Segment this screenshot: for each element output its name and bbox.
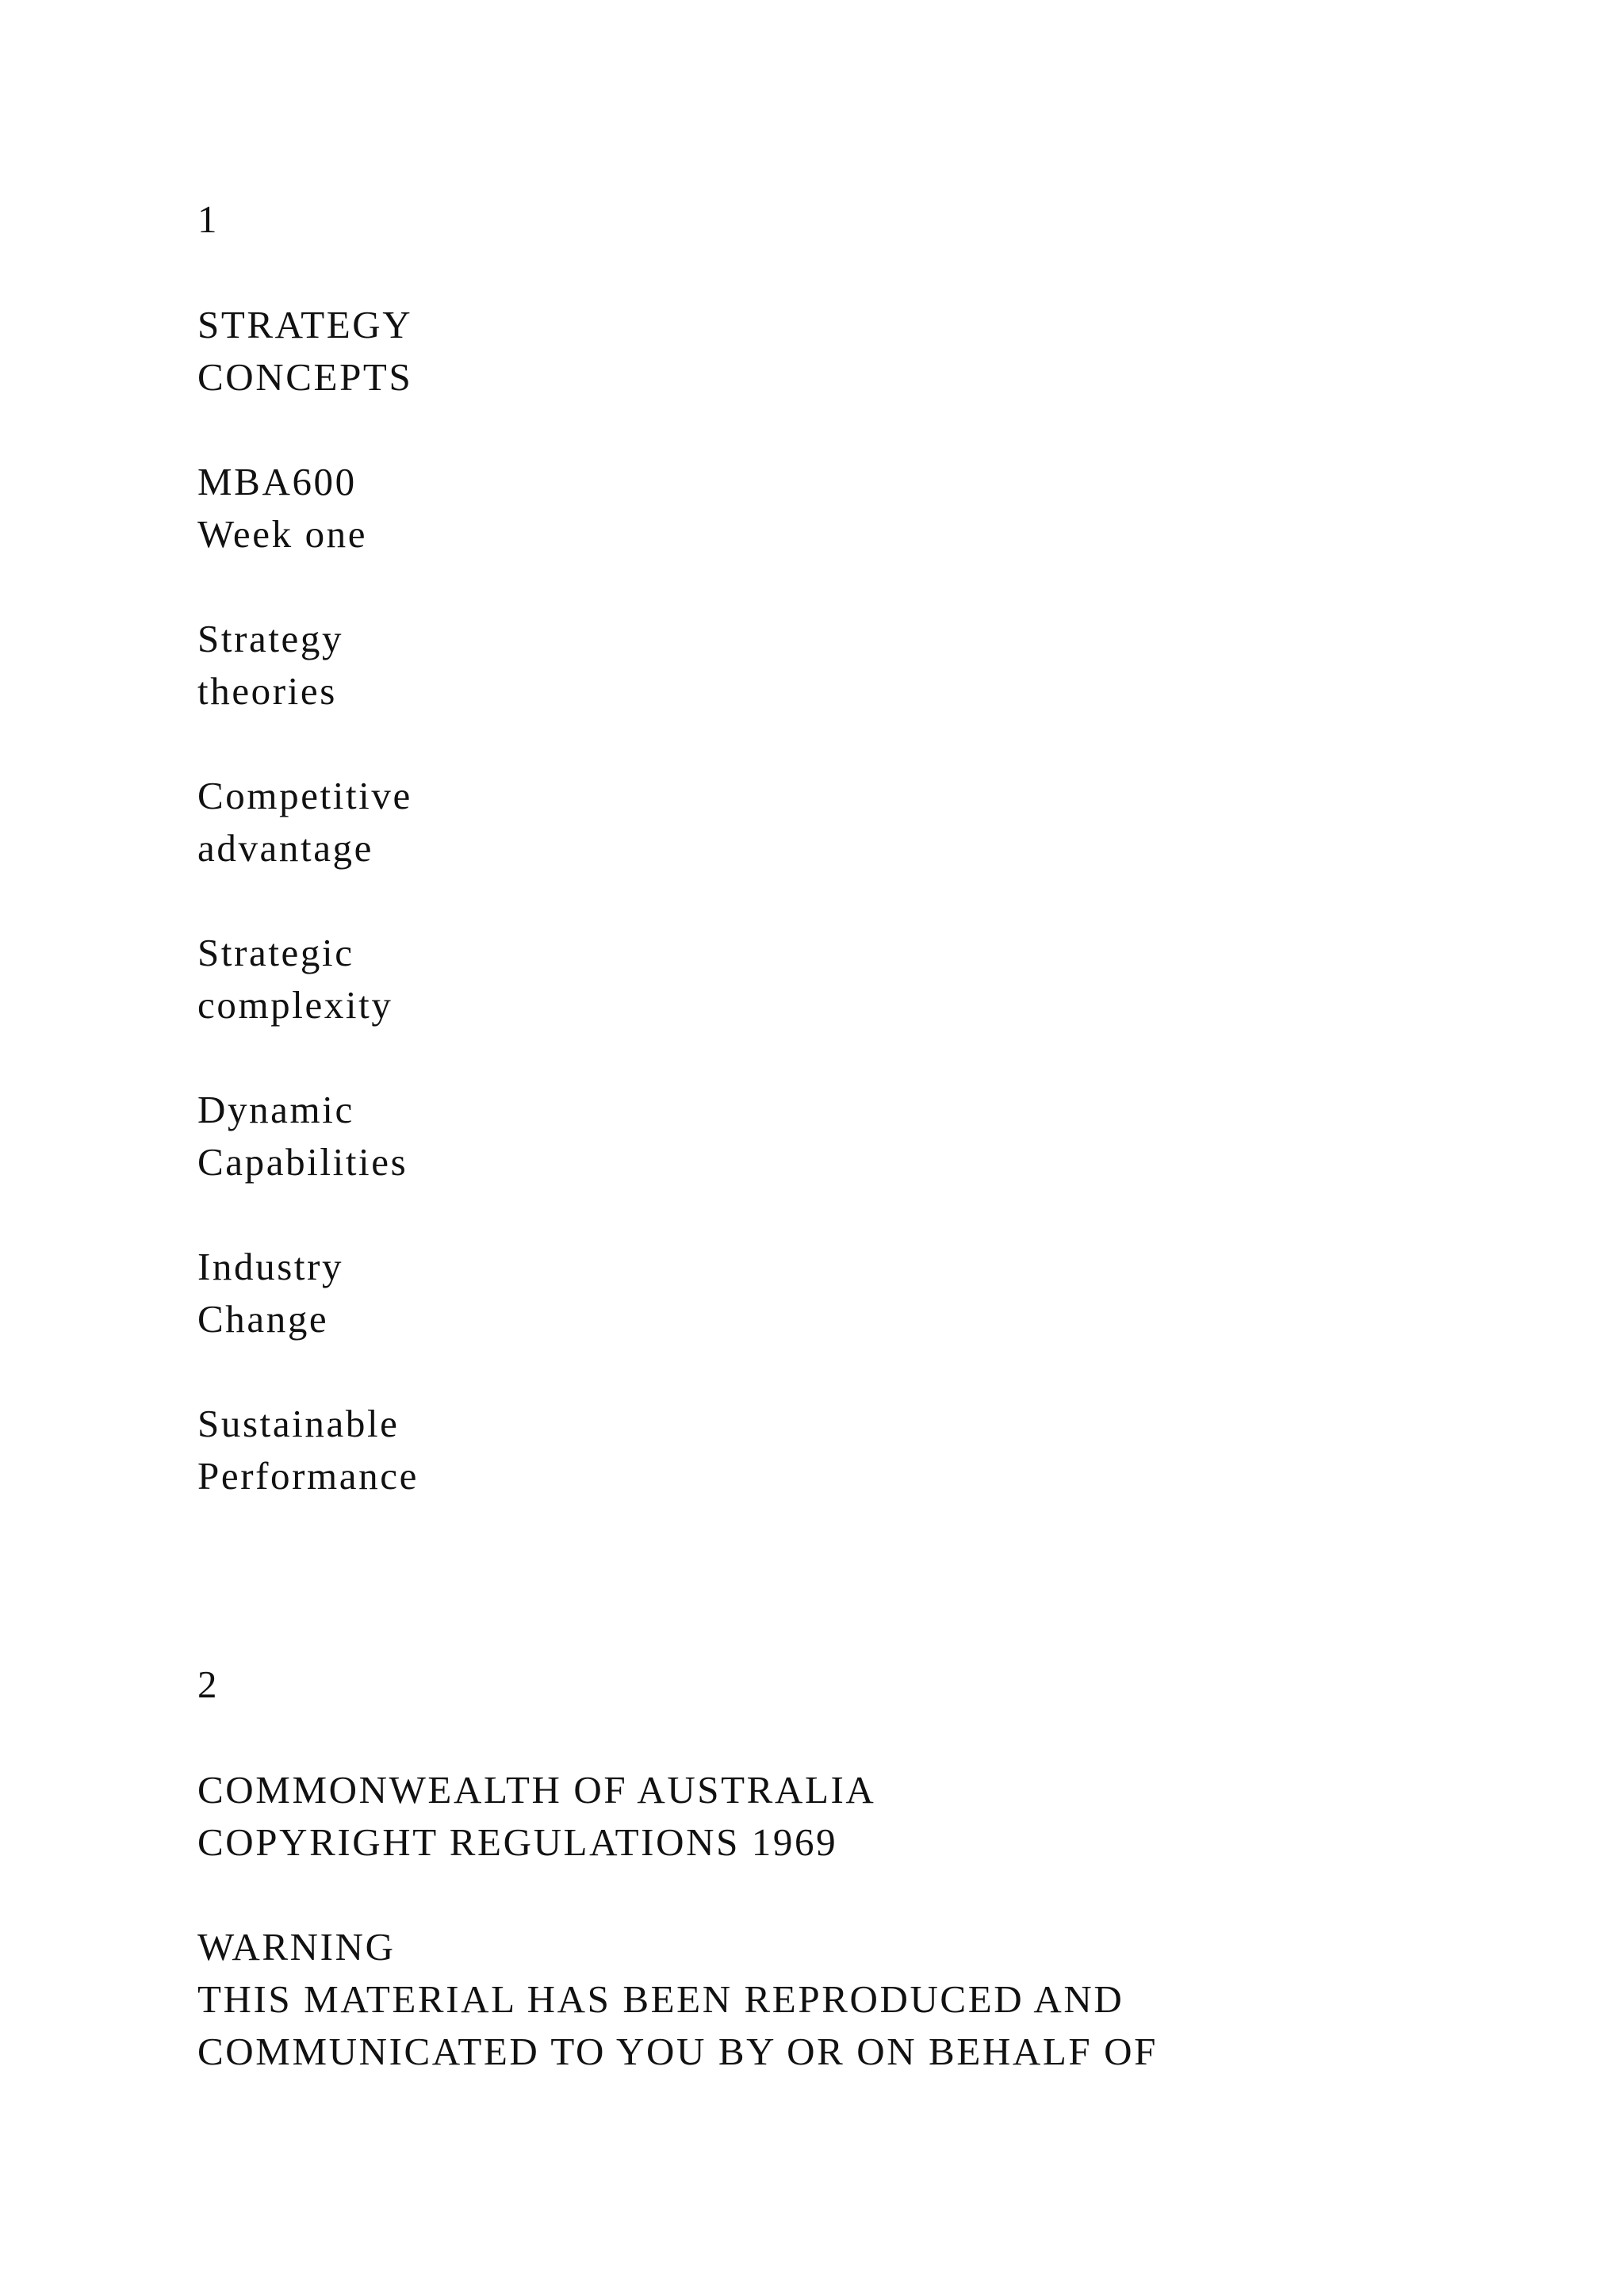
topic-4-line-1: Dynamic [197, 1088, 354, 1131]
warning-label: WARNING [197, 1925, 396, 1969]
topic-4-line-2: Capabilities [197, 1140, 408, 1184]
topic-3-line-1: Strategic [197, 931, 354, 974]
title-line-1: STRATEGY [197, 303, 413, 346]
page-number-1: 1 [197, 197, 220, 241]
topic-5-line-1: Industry [197, 1245, 344, 1288]
copyright-heading-line-2: COPYRIGHT REGULATIONS 1969 [197, 1820, 838, 1864]
title-line-2: CONCEPTS [197, 355, 413, 399]
topic-6-line-2: Performance [197, 1454, 419, 1498]
topic-6-line-1: Sustainable [197, 1402, 400, 1445]
topic-2-line-1: Competitive [197, 774, 412, 817]
warning-text-line-2: COMMUNICATED TO YOU BY OR ON BEHALF OF [197, 2030, 1158, 2073]
topic-3-line-2: complexity [197, 983, 393, 1027]
course-code: MBA600 [197, 460, 357, 503]
topic-5-line-2: Change [197, 1297, 329, 1341]
topic-1-line-1: Strategy [197, 617, 344, 660]
topic-2-line-2: advantage [197, 826, 374, 870]
course-week: Week one [197, 512, 368, 556]
warning-text-line-1: THIS MATERIAL HAS BEEN REPRODUCED AND [197, 1977, 1124, 2021]
page-number-2: 2 [197, 1663, 220, 1706]
copyright-heading-line-1: COMMONWEALTH OF AUSTRALIA [197, 1768, 876, 1812]
topic-1-line-2: theories [197, 669, 337, 713]
